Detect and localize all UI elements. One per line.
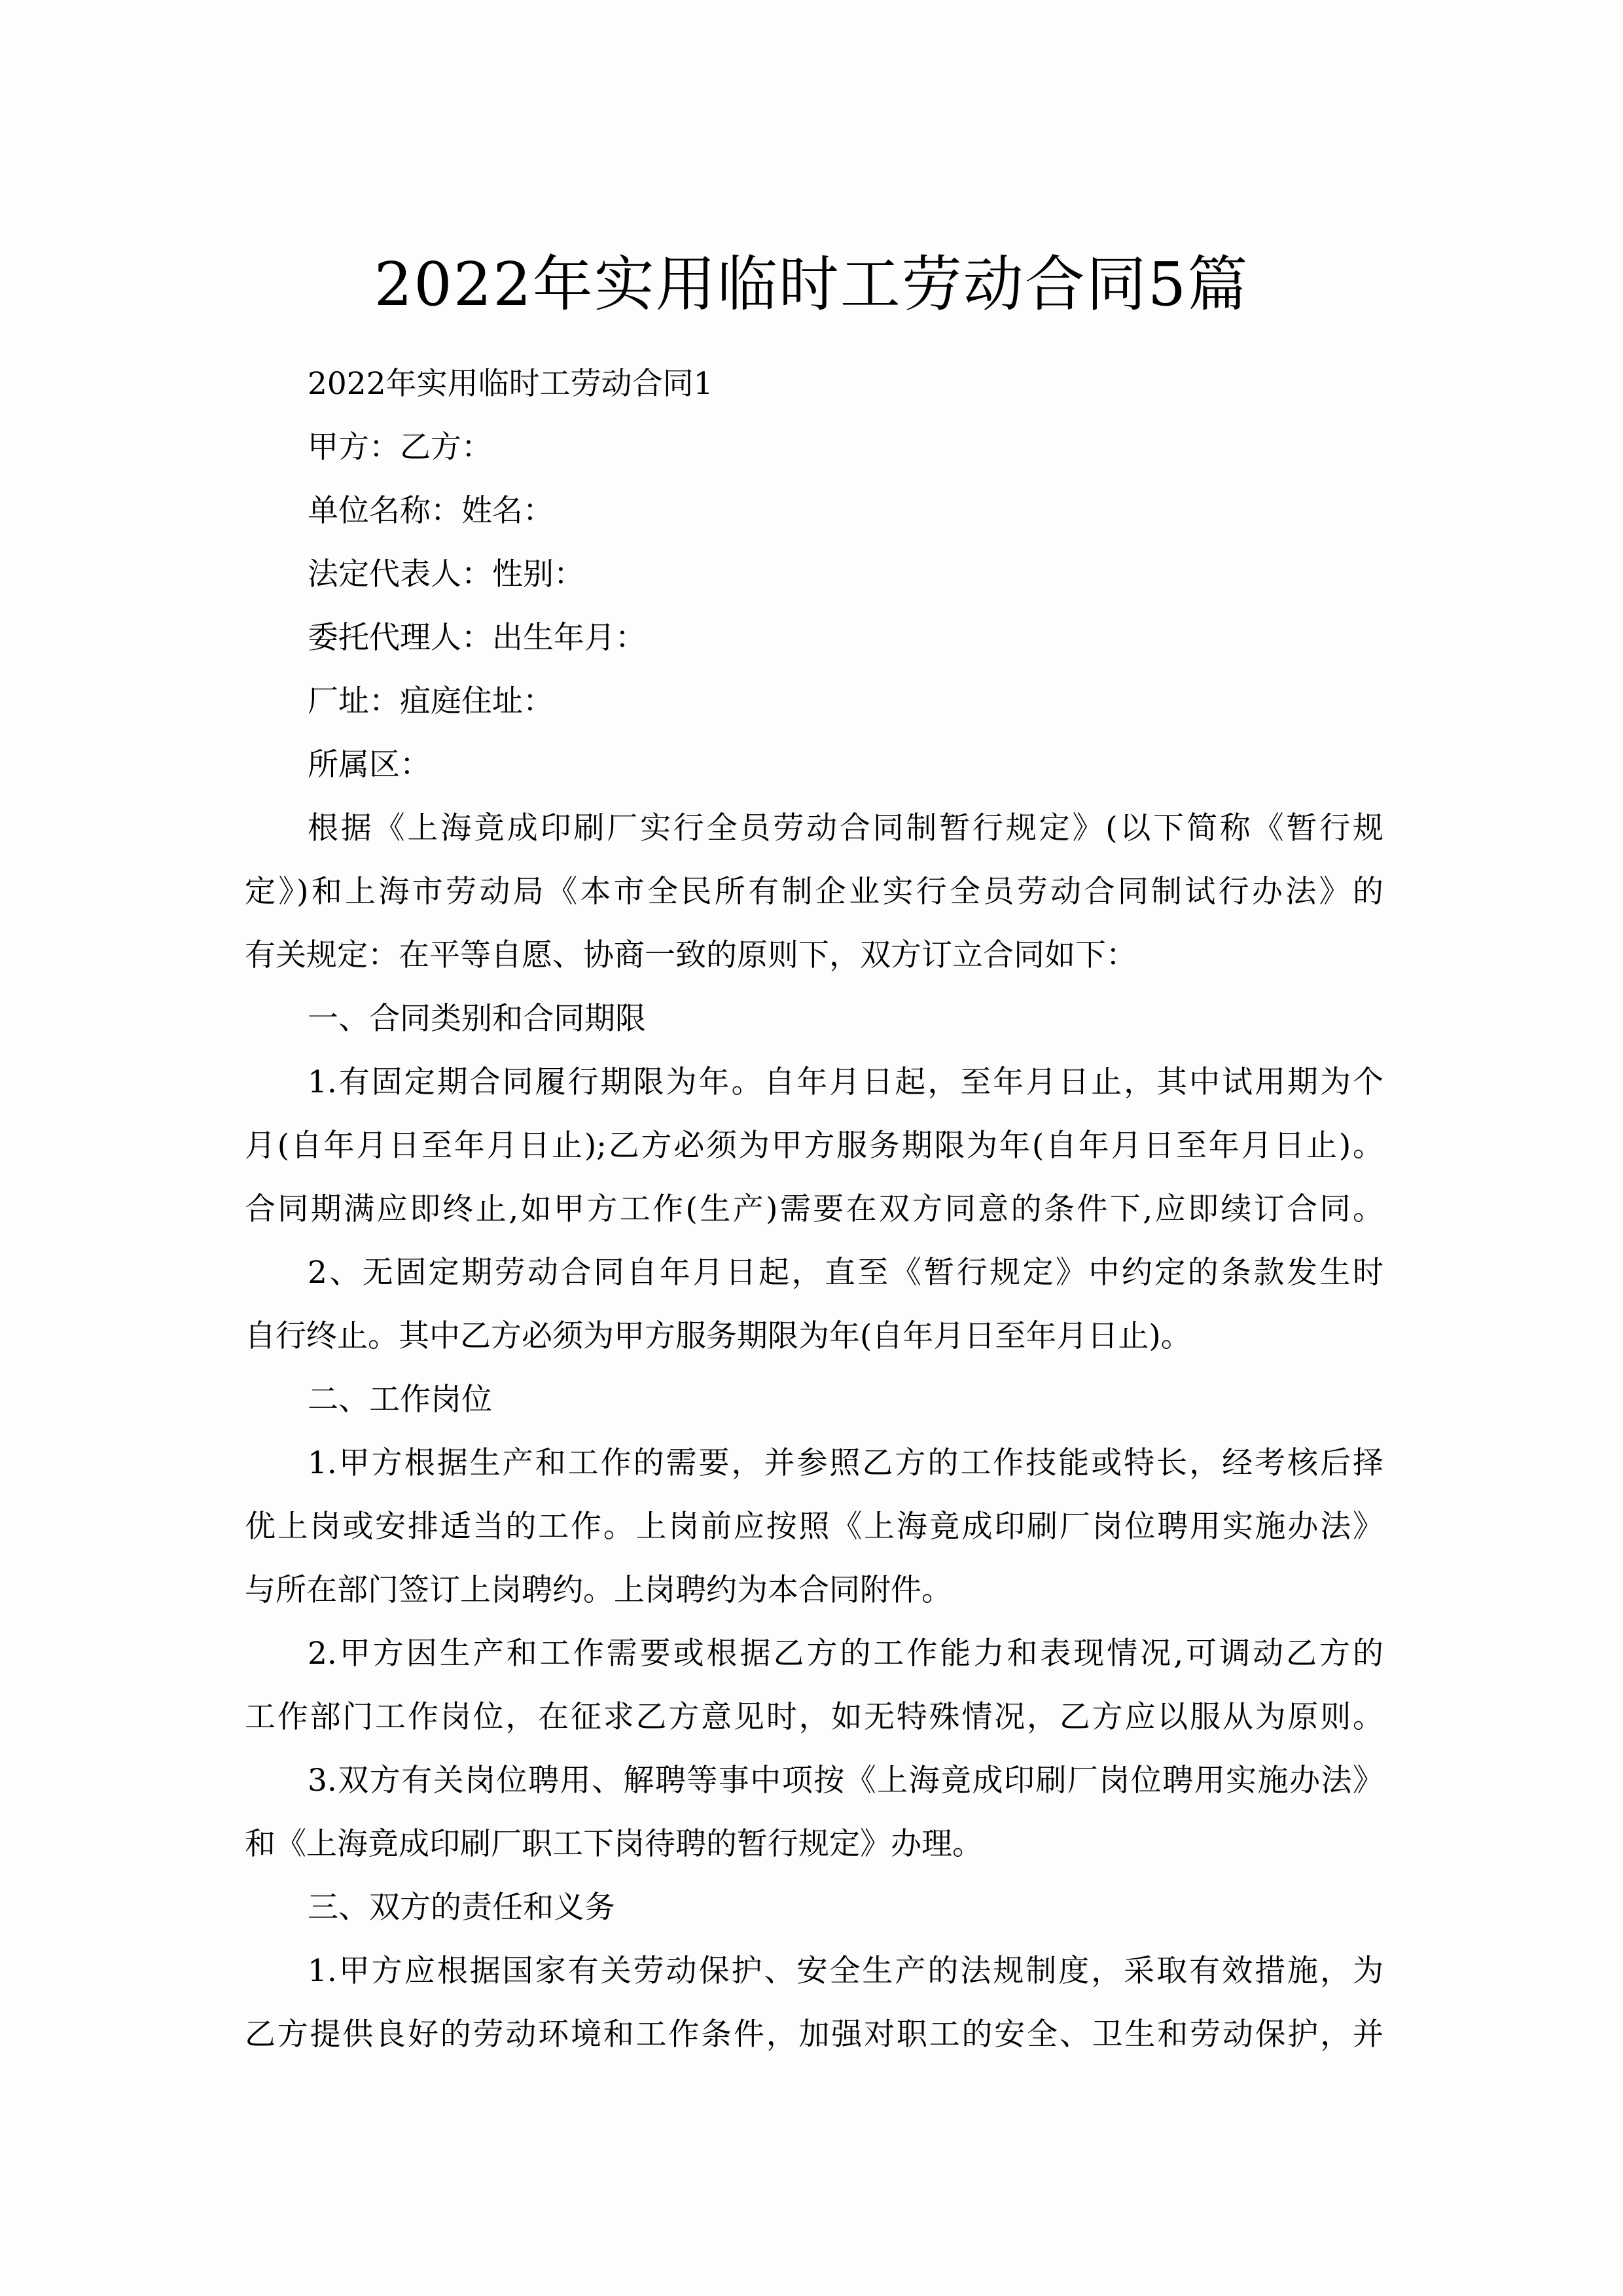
paragraph-line: 工作部门工作岗位，在征求乙方意见时，如无特殊情况，乙方应以服从为原则。 bbox=[245, 1699, 1383, 1735]
paragraph-line: 和《上海竟成印刷厂职工下岗待聘的暂行规定》办理。 bbox=[245, 1826, 983, 1862]
paragraph-line: 3.双方有关岗位聘用、解聘等事中项按《上海竟成印刷厂岗位聘用实施办法》 bbox=[308, 1763, 1383, 1799]
paragraph-line: 有关规定：在平等自愿、协商一致的原则下，双方订立合同如下： bbox=[245, 937, 1137, 973]
paragraph-line: 1.甲方应根据国家有关劳动保护、安全生产的法规制度，采取有效措施，为 bbox=[308, 1953, 1383, 1989]
paragraph-line: 优上岗或安排适当的工作。上岗前应按照《上海竟成印刷厂岗位聘用实施办法》 bbox=[245, 1509, 1383, 1545]
paragraph-line: 2、无固定期劳动合同自年月日起，直至《暂行规定》中约定的条款发生时 bbox=[308, 1255, 1383, 1291]
paragraph-line: 自行终止。其中乙方必须为甲方服务期限为年(自年月日至年月日止)。 bbox=[245, 1318, 1192, 1354]
paragraph-line: 月(自年月日至年月日止);乙方必须为甲方服务期限为年(自年月日至年月日止)。 bbox=[245, 1128, 1383, 1164]
paragraph-line: 乙方提供良好的劳动环境和工作条件，加强对职工的安全、卫生和劳动保护，并 bbox=[245, 2017, 1383, 2053]
address-field-line: 厂址：疽庭住址： bbox=[308, 683, 554, 719]
document-body bbox=[245, 352, 1383, 2066]
paragraph-line: 合同期满应即终止,如甲方工作(生产)需要在双方同意的条件下,应即续订合同。 bbox=[245, 1191, 1383, 1227]
district-field-line: 所属区： bbox=[308, 747, 431, 783]
paragraph-line: 定》)和上海市劳动局《本市全民所有制企业实行全员劳动合同制试行办法》的 bbox=[245, 874, 1383, 910]
legal-rep-field-line: 法定代表人：性别： bbox=[308, 556, 584, 592]
paragraph-line: 根据《上海竟成印刷厂实行全员劳动合同制暂行规定》(以下简称《暂行规 bbox=[308, 810, 1383, 846]
section-heading: 三、双方的责任和义务 bbox=[308, 1890, 615, 1926]
agent-field-line: 委托代理人：出生年月： bbox=[308, 620, 646, 656]
company-name-field-line: 单位名称：姓名： bbox=[308, 493, 554, 529]
document-title: 2022年实用临时工劳动合同5篇 bbox=[374, 249, 1249, 319]
paragraph-line: 2.甲方因生产和工作需要或根据乙方的工作能力和表现情况,可调动乙方的 bbox=[308, 1636, 1383, 1672]
paragraph-line: 1.甲方根据生产和工作的需要，并参照乙方的工作技能或特长，经考核后择 bbox=[308, 1445, 1383, 1481]
section-heading: 二、工作岗位 bbox=[308, 1382, 492, 1418]
paragraph-line: 与所在部门签订上岗聘约。上岗聘约为本合同附件。 bbox=[245, 1572, 952, 1608]
party-field-line: 甲方：乙方： bbox=[308, 429, 492, 465]
section-heading-contract-1: 2022年实用临时工劳动合同1 bbox=[308, 366, 713, 402]
section-heading: 一、合同类别和合同期限 bbox=[308, 1001, 646, 1037]
paragraph-line: 1.有固定期合同履行期限为年。自年月日起，至年月日止，其中试用期为个 bbox=[308, 1064, 1383, 1100]
